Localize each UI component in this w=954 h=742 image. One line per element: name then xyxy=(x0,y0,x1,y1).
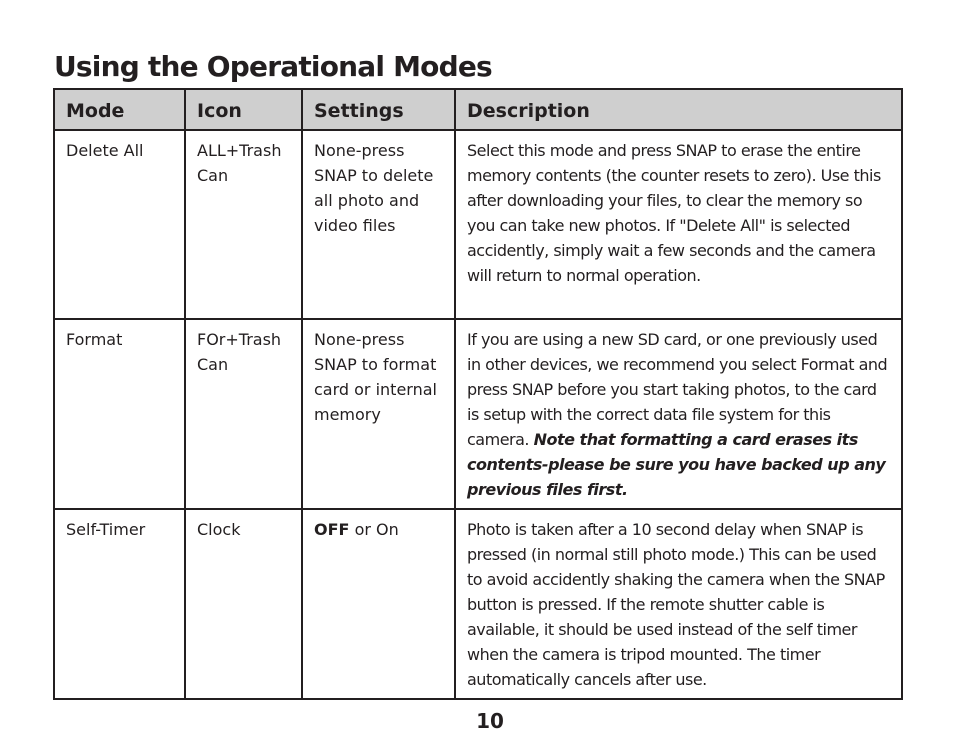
settings-cell: None-press SNAP to format card or internal memory xyxy=(302,319,455,509)
table-row xyxy=(54,130,902,319)
page-title: Using the Operational Modes xyxy=(54,50,492,83)
settings-cell: None-press SNAP to delete all photo and video files xyxy=(302,130,455,319)
description-note: Note that formatting a card erases its contents-please be sure you have backed up any previous files first. xyxy=(467,430,886,499)
mode-cell: Format xyxy=(54,319,185,509)
table-row xyxy=(54,319,902,509)
mode-cell: Self-Timer xyxy=(54,509,185,699)
icon-cell: Clock xyxy=(185,509,302,699)
description-cell xyxy=(455,319,902,509)
column-header-icon: Icon xyxy=(185,89,302,130)
settings-alternate-value: or On xyxy=(354,520,399,539)
description-cell: Select this mode and press SNAP to erase the entire memory contents (the counter resets to zero). Use this after downloading your files, to clear the memory so you can take new photos. If "Delete All" is selected accidently, simply wait a few seconds and the camera will return to normal operation. xyxy=(455,130,902,319)
operational-modes-table xyxy=(53,88,903,700)
table-row xyxy=(54,509,902,699)
description-text: If you are using a new SD card, or one previously used in other devices, we recommend you select Format and press SNAP before you start taking photos, to the card is setup with the correct data file system for this camera. xyxy=(467,330,888,449)
icon-cell: FOr+Trash Can xyxy=(185,319,302,509)
description-cell: Photo is taken after a 10 second delay when SNAP is pressed (in normal still photo mode.) This can be used to avoid accidently shaking the camera when the SNAP button is pressed. If the remote shutter cable is available, it should be used instead of the self timer when the camera is tripod mounted. The timer automatically cancels after use. xyxy=(455,509,902,699)
column-header-mode: Mode xyxy=(54,89,185,130)
page-number: 10 xyxy=(476,709,504,733)
column-header-settings: Settings xyxy=(302,89,455,130)
column-header-description: Description xyxy=(455,89,902,130)
table-header-row xyxy=(54,89,902,130)
settings-cell xyxy=(302,509,455,699)
icon-cell: ALL+Trash Can xyxy=(185,130,302,319)
mode-cell: Delete All xyxy=(54,130,185,319)
settings-default-value: OFF xyxy=(314,520,350,539)
